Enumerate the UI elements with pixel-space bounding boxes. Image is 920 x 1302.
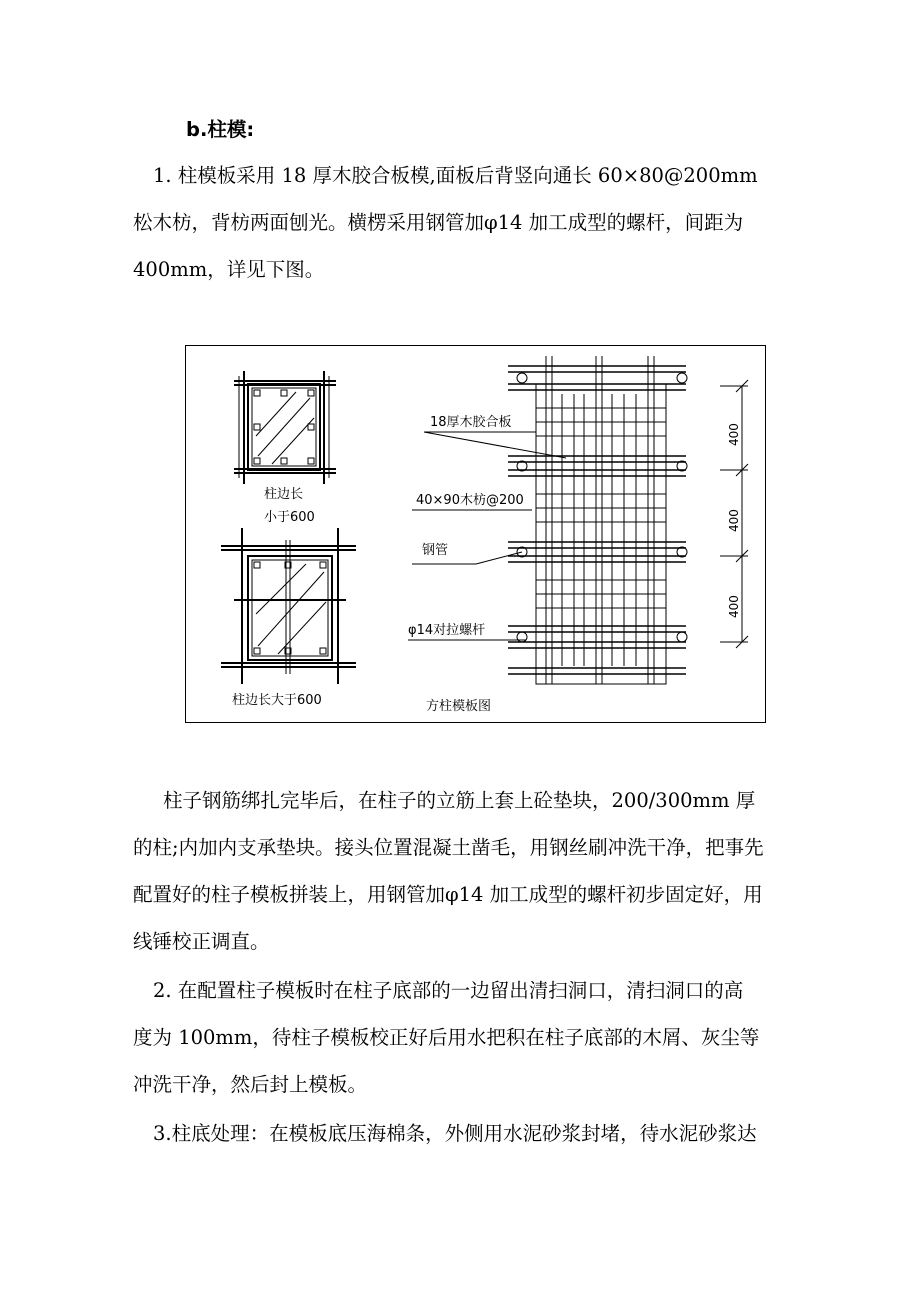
large-column-plan (221, 528, 356, 684)
para3-line1: 2. 在配置柱子模板时在柱子底部的一边留出清扫洞口，清扫洞口的高 (153, 979, 744, 1002)
figure-caption: 方柱模板图 (426, 699, 492, 714)
label-small-side-1: 柱边长 (264, 487, 304, 502)
label-small-side-2: 小于600 (264, 510, 315, 525)
small-column-plan (234, 371, 336, 484)
para1-line1: 1. 柱模板采用 18 厚木胶合板模,面板后背竖向通长 60×80@200mm (153, 164, 758, 187)
section-heading: b.柱模: (186, 118, 255, 141)
para1-line3: 400mm，详见下图。 (133, 258, 325, 281)
para2-line2: 的柱;内加内支承垫块。接头位置混凝土凿毛，用钢丝刷冲洗干净，把事先 (133, 836, 764, 859)
label-plywood: 18厚木胶合板 (430, 415, 512, 430)
column-formwork-figure (185, 345, 766, 723)
label-timber: 40×90木枋@200 (416, 493, 524, 508)
dim-label-3: 400 (727, 595, 741, 618)
para2-line4: 线锤校正调直。 (133, 930, 270, 953)
dim-label-1: 400 (727, 423, 741, 446)
para2-line1: 柱子钢筋绑扎完毕后，在柱子的立筋上套上砼垫块，200/300mm 厚 (163, 789, 756, 812)
dim-label-2: 400 (727, 509, 741, 532)
para3-line2: 度为 100mm，待柱子模板校正好后用水把积在柱子底部的木屑、灰尘等 (133, 1026, 760, 1049)
label-large-side: 柱边长大于600 (232, 693, 322, 708)
label-bolt: φ14对拉螺杆 (408, 623, 486, 638)
para3-line3: 冲洗干净，然后封上模板。 (133, 1073, 368, 1096)
label-pipe: 钢管 (422, 543, 449, 558)
para1-line2: 松木枋，背枋两面刨光。横楞采用钢管加φ14 加工成型的螺杆，间距为 (133, 211, 744, 234)
para2-line3: 配置好的柱子模板拼装上，用钢管加φ14 加工成型的螺杆初步固定好，用 (133, 883, 763, 906)
para4-line1: 3.柱底处理：在模板底压海棉条，外侧用水泥砂浆封堵，待水泥砂浆达 (153, 1122, 757, 1145)
formwork-drawing (186, 346, 767, 724)
